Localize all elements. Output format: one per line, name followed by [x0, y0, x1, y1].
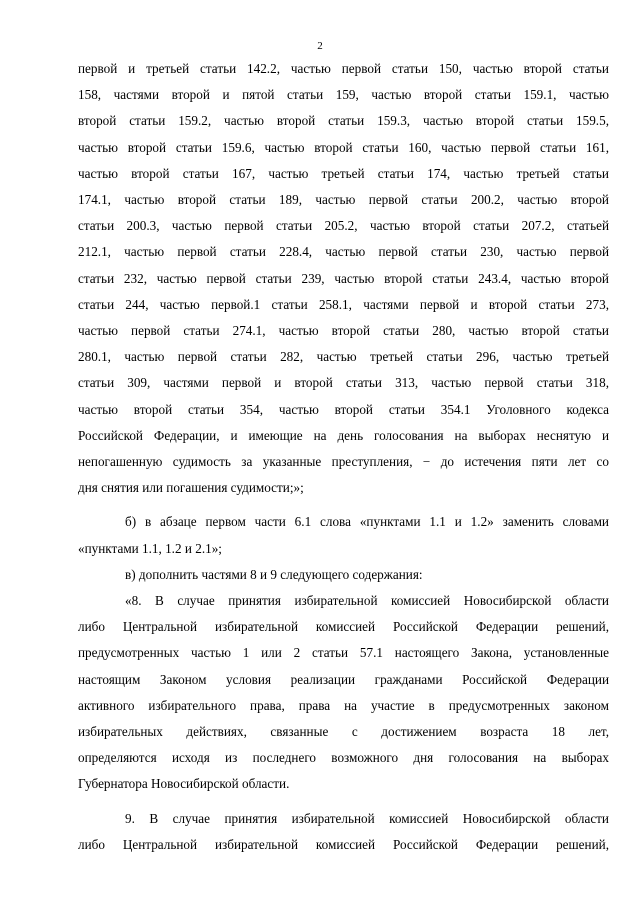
- text-line: 9. В случае принятия избирательной комиссией Новосибирской области: [125, 810, 609, 826]
- text-line: Губернатора Новосибирской области.: [78, 776, 290, 792]
- text-line: статьи 309, частями первой и второй статьи 313, частью первой статьи 318,: [78, 375, 609, 391]
- text-line: либо Центральной избирательной комиссией Российской Федерации решений,: [78, 619, 609, 635]
- paragraph-continuation: [78, 56, 609, 501]
- text-line: активного избирательного права, права на участие в предусмотренных законом: [78, 697, 609, 713]
- text-line: 280.1, частью первой статьи 282, частью третьей статьи 296, частью третьей: [78, 349, 609, 365]
- page-number: 2: [317, 40, 323, 52]
- text-line: избирательных действиях, связанные с достижением возраста 18 лет,: [78, 724, 609, 740]
- text-line: предусмотренных частью 1 или 2 статьи 57.1 настоящего Закона, установленные: [78, 645, 609, 661]
- text-line: статьи 200.3, частью первой статьи 205.2, частью второй статьи 207.2, статьей: [78, 218, 609, 234]
- text-line: дня снятия или погашения судимости;»;: [78, 480, 304, 496]
- paragraph-item-b: [78, 509, 609, 561]
- text-line: статьи 244, частью первой.1 статьи 258.1, частями первой и второй статьи 273,: [78, 296, 609, 312]
- document-body: [78, 56, 609, 858]
- paragraph-part-8: [78, 588, 609, 798]
- text-line: первой и третьей статьи 142.2, частью первой статьи 150, частью второй статьи: [78, 61, 609, 76]
- text-line: «8. В случае принятия избирательной комиссией Новосибирской области: [125, 593, 609, 609]
- paragraph-part-9: [78, 806, 609, 858]
- text-line: определяются исходя из последнего возможного дня голосования на выборах: [78, 750, 609, 766]
- text-line: 212.1, частью первой статьи 228.4, частью первой статьи 230, частью первой: [78, 244, 609, 260]
- text-line: второй статьи 159.2, частью второй статьи 159.3, частью второй статьи 159.5,: [78, 113, 609, 129]
- text-line: 158, частями второй и пятой статьи 159, частью второй статьи 159.1, частью: [78, 87, 609, 103]
- text-line: частью первой статьи 274.1, частью второй статьи 280, частью второй статьи: [78, 323, 609, 339]
- text-line: настоящим Законом условия реализации гражданами Российской Федерации: [78, 671, 609, 687]
- text-line: либо Центральной избирательной комиссией Российской Федерации решений,: [78, 836, 609, 852]
- text-line: непогашенную судимость за указанные преступления, − до истечения пяти лет со: [78, 454, 609, 470]
- text-line: частью второй статьи 354, частью второй статьи 354.1 Уголовного кодекса: [78, 401, 609, 417]
- text-line: частью второй статьи 159.6, частью второй статьи 160, частью первой статьи 161,: [78, 139, 609, 155]
- text-line: Российской Федерации, и имеющие на день голосования на выборах неснятую и: [78, 427, 609, 443]
- text-line: б) в абзаце первом части 6.1 слова «пунктами 1.1 и 1.2» заменить словами: [125, 514, 609, 530]
- paragraph-item-v: [78, 562, 609, 588]
- text-line: «пунктами 1.1, 1.2 и 2.1»;: [78, 540, 222, 556]
- text-line: в) дополнить частями 8 и 9 следующего содержания:: [125, 566, 423, 582]
- text-line: статьи 232, частью первой статьи 239, частью второй статьи 243.4, частью второй: [78, 270, 609, 286]
- text-line: частью второй статьи 167, частью третьей статьи 174, частью третьей статьи: [78, 165, 609, 181]
- text-line: 174.1, частью второй статьи 189, частью первой статьи 200.2, частью второй: [78, 192, 609, 208]
